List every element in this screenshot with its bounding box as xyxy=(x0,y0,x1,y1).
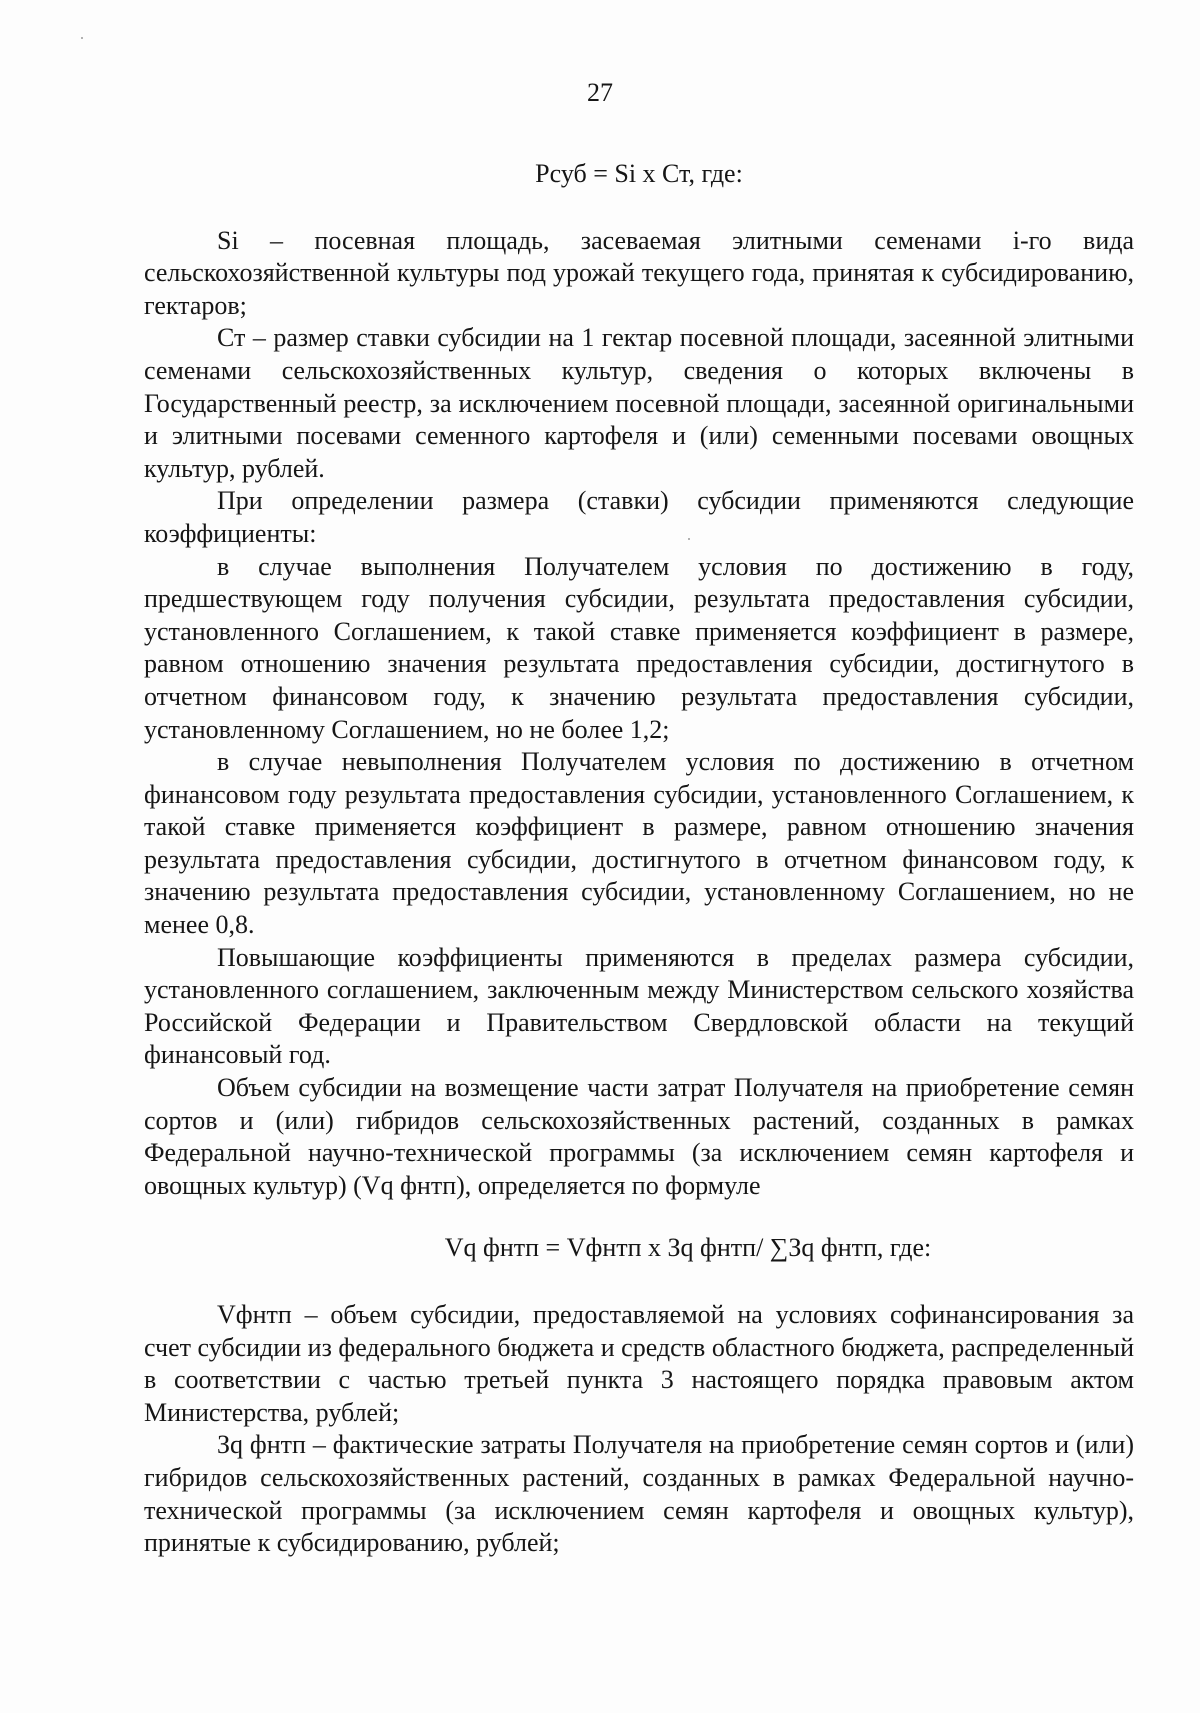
paragraph-coefficient-fulfilled: в случае выполнения Получателем условия по достижению в году, предшествующем году получения субсидии, результата предоставления субсидии, установленного Соглашением, к такой ставке применяется коэффициент в размере, равном отношению значения результата предоставления субсидии, достигнутого в отчетном финансовом году, к значению результата предоставления субсидии, установленному Соглашением, но не более 1,2; xyxy=(144,551,1134,744)
paragraph-vfntp-definition: Vфнтп – объем субсидии, предоставляемой на условиях софинансирования за счет субсидии из федерального бюджета и средств областного бюджета, распределенный в соответствии с частью третьей пункта 3 настоящего порядка правовым актом Министерства, рублей; xyxy=(144,1300,1134,1427)
paragraph-si-definition: Si – посевная площадь, засеваемая элитными семенами i-го вида сельскохозяйственной культуры под урожай текущего года, принятая к субсидированию, гектаров; xyxy=(144,225,1134,320)
paragraph-coefficient-unfulfilled: в случае невыполнения Получателем условия по достижению в отчетном финансовом году результата предоставления субсидии, установленного Соглашением, к такой ставке применяется коэффициент в размере, равном отношению значения результата предоставления субсидии, достигнутого в отчетном финансовом году, к значению результата предоставления субсидии, установленному Соглашением, но не менее 0,8. xyxy=(144,747,1134,940)
paragraph-increasing-coefficients: Повышающие коэффициенты применяются в пределах размера субсидии, установленного соглашением, заключенным между Министерством сельского хозяйства Российской Федерации и Правительством Свердловской области на текущий финансовый год. xyxy=(144,942,1134,1070)
paragraph-zq-definition: Зq фнтп – фактические затраты Получателя на приобретение семян сортов и (или) гибридов сельскохозяйственных растений, созданных в рамках Федеральной научно-технической программы (за исключением семян картофеля и овощных культур), принятые к субсидированию, рублей; xyxy=(144,1430,1134,1558)
formula-subsidy-amount: Рсуб = Si x Ст, где: xyxy=(535,159,743,188)
paragraph-coefficients-intro: При определении размера (ставки) субсидии применяются следующие коэффициенты: xyxy=(144,486,1134,548)
paragraph-st-definition: Ст – размер ставки субсидии на 1 гектар посевной площади, засеянной элитными семенами сельскохозяйственных культур, сведения о которых включены в Государственный реестр, за исключением посевной площади, засеянной оригинальными и элитными посевами семенного картофеля и (или) семенными посевами овощных культур, рублей. xyxy=(144,323,1134,483)
document-body xyxy=(144,158,1134,1560)
page-number: 27 xyxy=(587,78,613,107)
formula-fntp: Vq фнтп = Vфнтп x Зq фнтп/ ∑Зq фнтп, где: xyxy=(444,1233,932,1263)
paragraph-fntp-volume: Объем субсидии на возмещение части затрат Получателя на приобретение семян сортов и (или) гибридов сельскохозяйственных растений, созданных в рамках Федеральной научно-технической программы (за исключением семян картофеля и овощных культур) (Vq фнтп), определяется по формуле xyxy=(144,1073,1134,1200)
scan-speck xyxy=(81,37,83,39)
